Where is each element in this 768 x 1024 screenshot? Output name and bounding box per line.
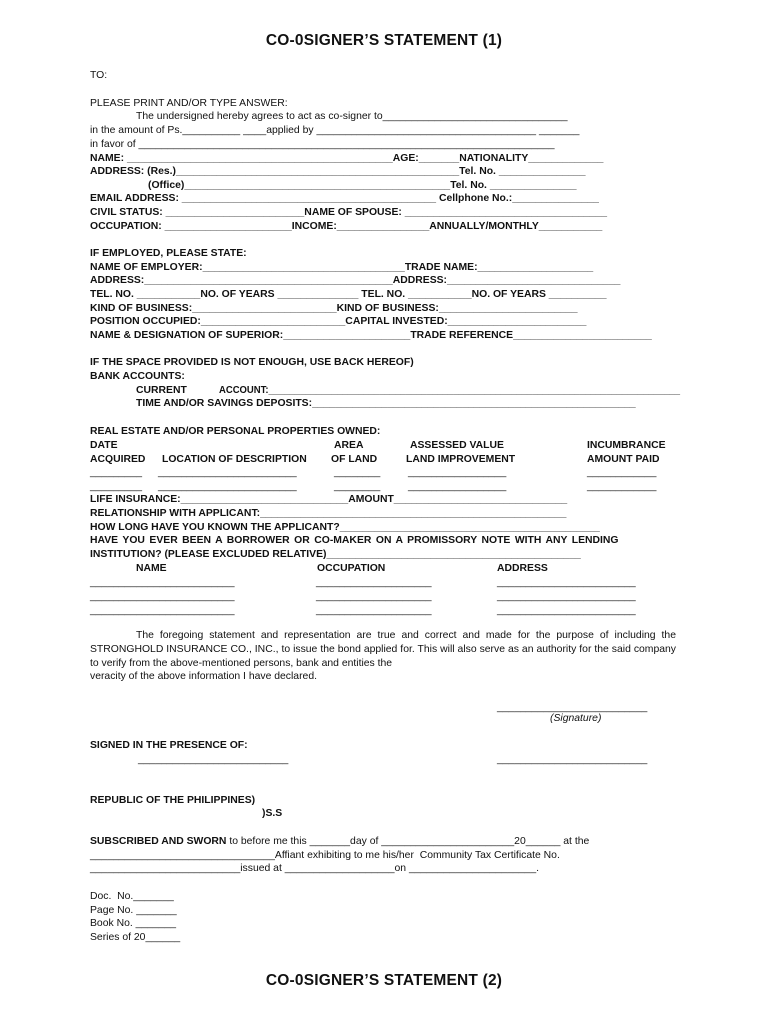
address-res-line: ADDRESS: (Res.)_________________________________________________Tel. No. _______________ [90, 166, 586, 177]
col-location: LOCATION OF DESCRIPTION [162, 454, 307, 465]
print-instruction: PLEASE PRINT AND/OR TYPE ANSWER: [90, 98, 288, 109]
occupation-line: OCCUPATION: ______________________INCOME:________________ANNUALLY/MONTHLY___________ [90, 221, 603, 232]
reference-blank: ________________________ [497, 591, 636, 602]
borrower-question: HAVE YOU EVER BEEN A BORROWER OR CO-MAKER ON A PROMISSORY NOTE WITH ANY LENDING [90, 535, 619, 546]
subscribed-bold: SUBSCRIBED AND SWORN [90, 836, 227, 847]
declaration-text-end: veracity of the above information I have declared. [90, 671, 317, 683]
property-blank: _________ [90, 481, 143, 492]
col-land-improvement: LAND IMPROVEMENT [406, 454, 516, 465]
property-blank: ________________________ [158, 481, 297, 492]
doc-no: Doc. No._______ [90, 891, 174, 902]
property-blank: ________ [334, 481, 381, 492]
col-occupation: OCCUPATION [317, 563, 386, 574]
witness-line-2: __________________________ [497, 754, 648, 765]
signature-label: (Signature) [550, 713, 602, 724]
institution-line: INSTITUTION? (PLEASE EXCLUDED RELATIVE)____________________________________________ [90, 549, 581, 560]
address-office-line: (Office)______________________________________________Tel. No. _______________ [148, 180, 577, 191]
document-title: CO-0SIGNER’S STATEMENT (1) [265, 32, 503, 49]
space-note: IF THE SPACE PROVIDED IS NOT ENOUGH, USE BACK HEREOF) [90, 357, 414, 368]
if-employed-heading: IF EMPLOYED, PLEASE STATE: [90, 248, 247, 259]
cosigner-agreement-line: The undersigned hereby agrees to act as co-signer to________________________________ [136, 111, 568, 122]
how-long-line: HOW LONG HAVE YOU KNOWN THE APPLICANT?_____________________________________________ [90, 522, 600, 533]
amount-line: in the amount of Ps.__________ ____applied by ______________________________________ _______ [90, 125, 580, 136]
col-date: DATE [90, 440, 118, 451]
reference-blank: ________________________ [497, 577, 636, 588]
relationship-line: RELATIONSHIP WITH APPLICANT:_____________________________________________________ [90, 508, 567, 519]
property-blank: ________________________ [158, 467, 297, 478]
kind-business-line: KIND OF BUSINESS:_________________________KIND OF BUSINESS:________________________ [90, 303, 578, 314]
reference-blank: _________________________ [90, 577, 235, 588]
name-line: NAME: ______________________________________________AGE:_______NATIONALITY_____________ [90, 153, 604, 164]
life-insurance-line: LIFE INSURANCE:_____________________________AMOUNT______________________________ [90, 494, 568, 505]
real-estate-heading: REAL ESTATE AND/OR PERSONAL PROPERTIES OWNED: [90, 426, 381, 437]
col-of-land: OF LAND [331, 454, 378, 465]
property-blank: ____________ [587, 467, 657, 478]
account-line: ACCOUNT:______________________________________________________________________________ [219, 385, 681, 396]
declaration-text: The foregoing statement and representation are true and correct and made for the purpose of including the STRONGHOLD INSURANCE CO., INC., to issue the bond applied for. This will also serve as an authority for the said company to verify from the above-mentioned persons, bank and entities the [90, 630, 676, 669]
declaration-paragraph [90, 629, 676, 684]
col-area: AREA [334, 440, 364, 451]
savings-line: TIME AND/OR SAVINGS DEPOSITS:________________________________________________________ [136, 398, 636, 409]
affiant-line: ________________________________Affiant exhibiting to me his/her Community Tax Certificate No. [90, 850, 560, 861]
republic-line: REPUBLIC OF THE PHILIPPINES) [90, 795, 256, 806]
witness-line-1: __________________________ [138, 754, 289, 765]
signature-line: __________________________ [497, 702, 648, 713]
employer-address-line: ADDRESS:___________________________________________ADDRESS:______________________________ [90, 275, 621, 286]
issued-line: __________________________issued at ___________________on ______________________. [90, 863, 539, 874]
property-blank: ____________ [587, 481, 657, 492]
ss-line: )S.S [262, 808, 283, 819]
employer-line: NAME OF EMPLOYER:___________________________________TRADE NAME:____________________ [90, 262, 594, 273]
civil-status-line: CIVIL STATUS: ________________________NAME OF SPOUSE: ___________________________________ [90, 207, 608, 218]
reference-blank: ________________________ [497, 605, 636, 616]
reference-blank: _________________________ [90, 591, 235, 602]
current-label: CURRENT [136, 385, 187, 396]
reference-blank: ____________________ [316, 577, 432, 588]
property-blank: _________ [90, 467, 143, 478]
bank-accounts-heading: BANK ACCOUNTS: [90, 371, 185, 382]
subscribed-rest: to before me this _______day of _______________________20______ at the [226, 836, 590, 847]
col-name: NAME [136, 563, 167, 574]
page-no: Page No. _______ [90, 905, 177, 916]
reference-blank: ____________________ [316, 605, 432, 616]
col-amount-paid: AMOUNT PAID [587, 454, 660, 465]
favor-line: in favor of ________________________________________________________________________ [90, 139, 555, 150]
tel-years-line: TEL. NO. ___________NO. OF YEARS ______________ TEL. NO. ___________NO. OF YEARS __________ [90, 289, 607, 300]
series-of: Series of 20______ [90, 932, 181, 943]
position-line: POSITION OCCUPIED:_________________________CAPITAL INVESTED:________________________ [90, 316, 587, 327]
to-label: TO: [90, 70, 108, 81]
property-blank: _________________ [408, 481, 507, 492]
property-blank: ________ [334, 467, 381, 478]
property-blank: _________________ [408, 467, 507, 478]
col-incumbrance: INCUMBRANCE [587, 440, 666, 451]
col-assessed-value: ASSESSED VALUE [410, 440, 504, 451]
subscribed-line [90, 836, 589, 848]
reference-blank: _________________________ [90, 605, 235, 616]
presence-heading: SIGNED IN THE PRESENCE OF: [90, 740, 248, 751]
reference-blank: ____________________ [316, 591, 432, 602]
document-title-page-2: CO-0SIGNER’S STATEMENT (2) [265, 972, 503, 989]
col-address: ADDRESS [497, 563, 548, 574]
email-line: EMAIL ADDRESS: ____________________________________________ Cellphone No.:_______________ [90, 193, 599, 204]
superior-line: NAME & DESIGNATION OF SUPERIOR:______________________TRADE REFERENCE________________________ [90, 330, 652, 341]
book-no: Book No. _______ [90, 918, 177, 929]
col-acquired: ACQUIRED [90, 454, 146, 465]
